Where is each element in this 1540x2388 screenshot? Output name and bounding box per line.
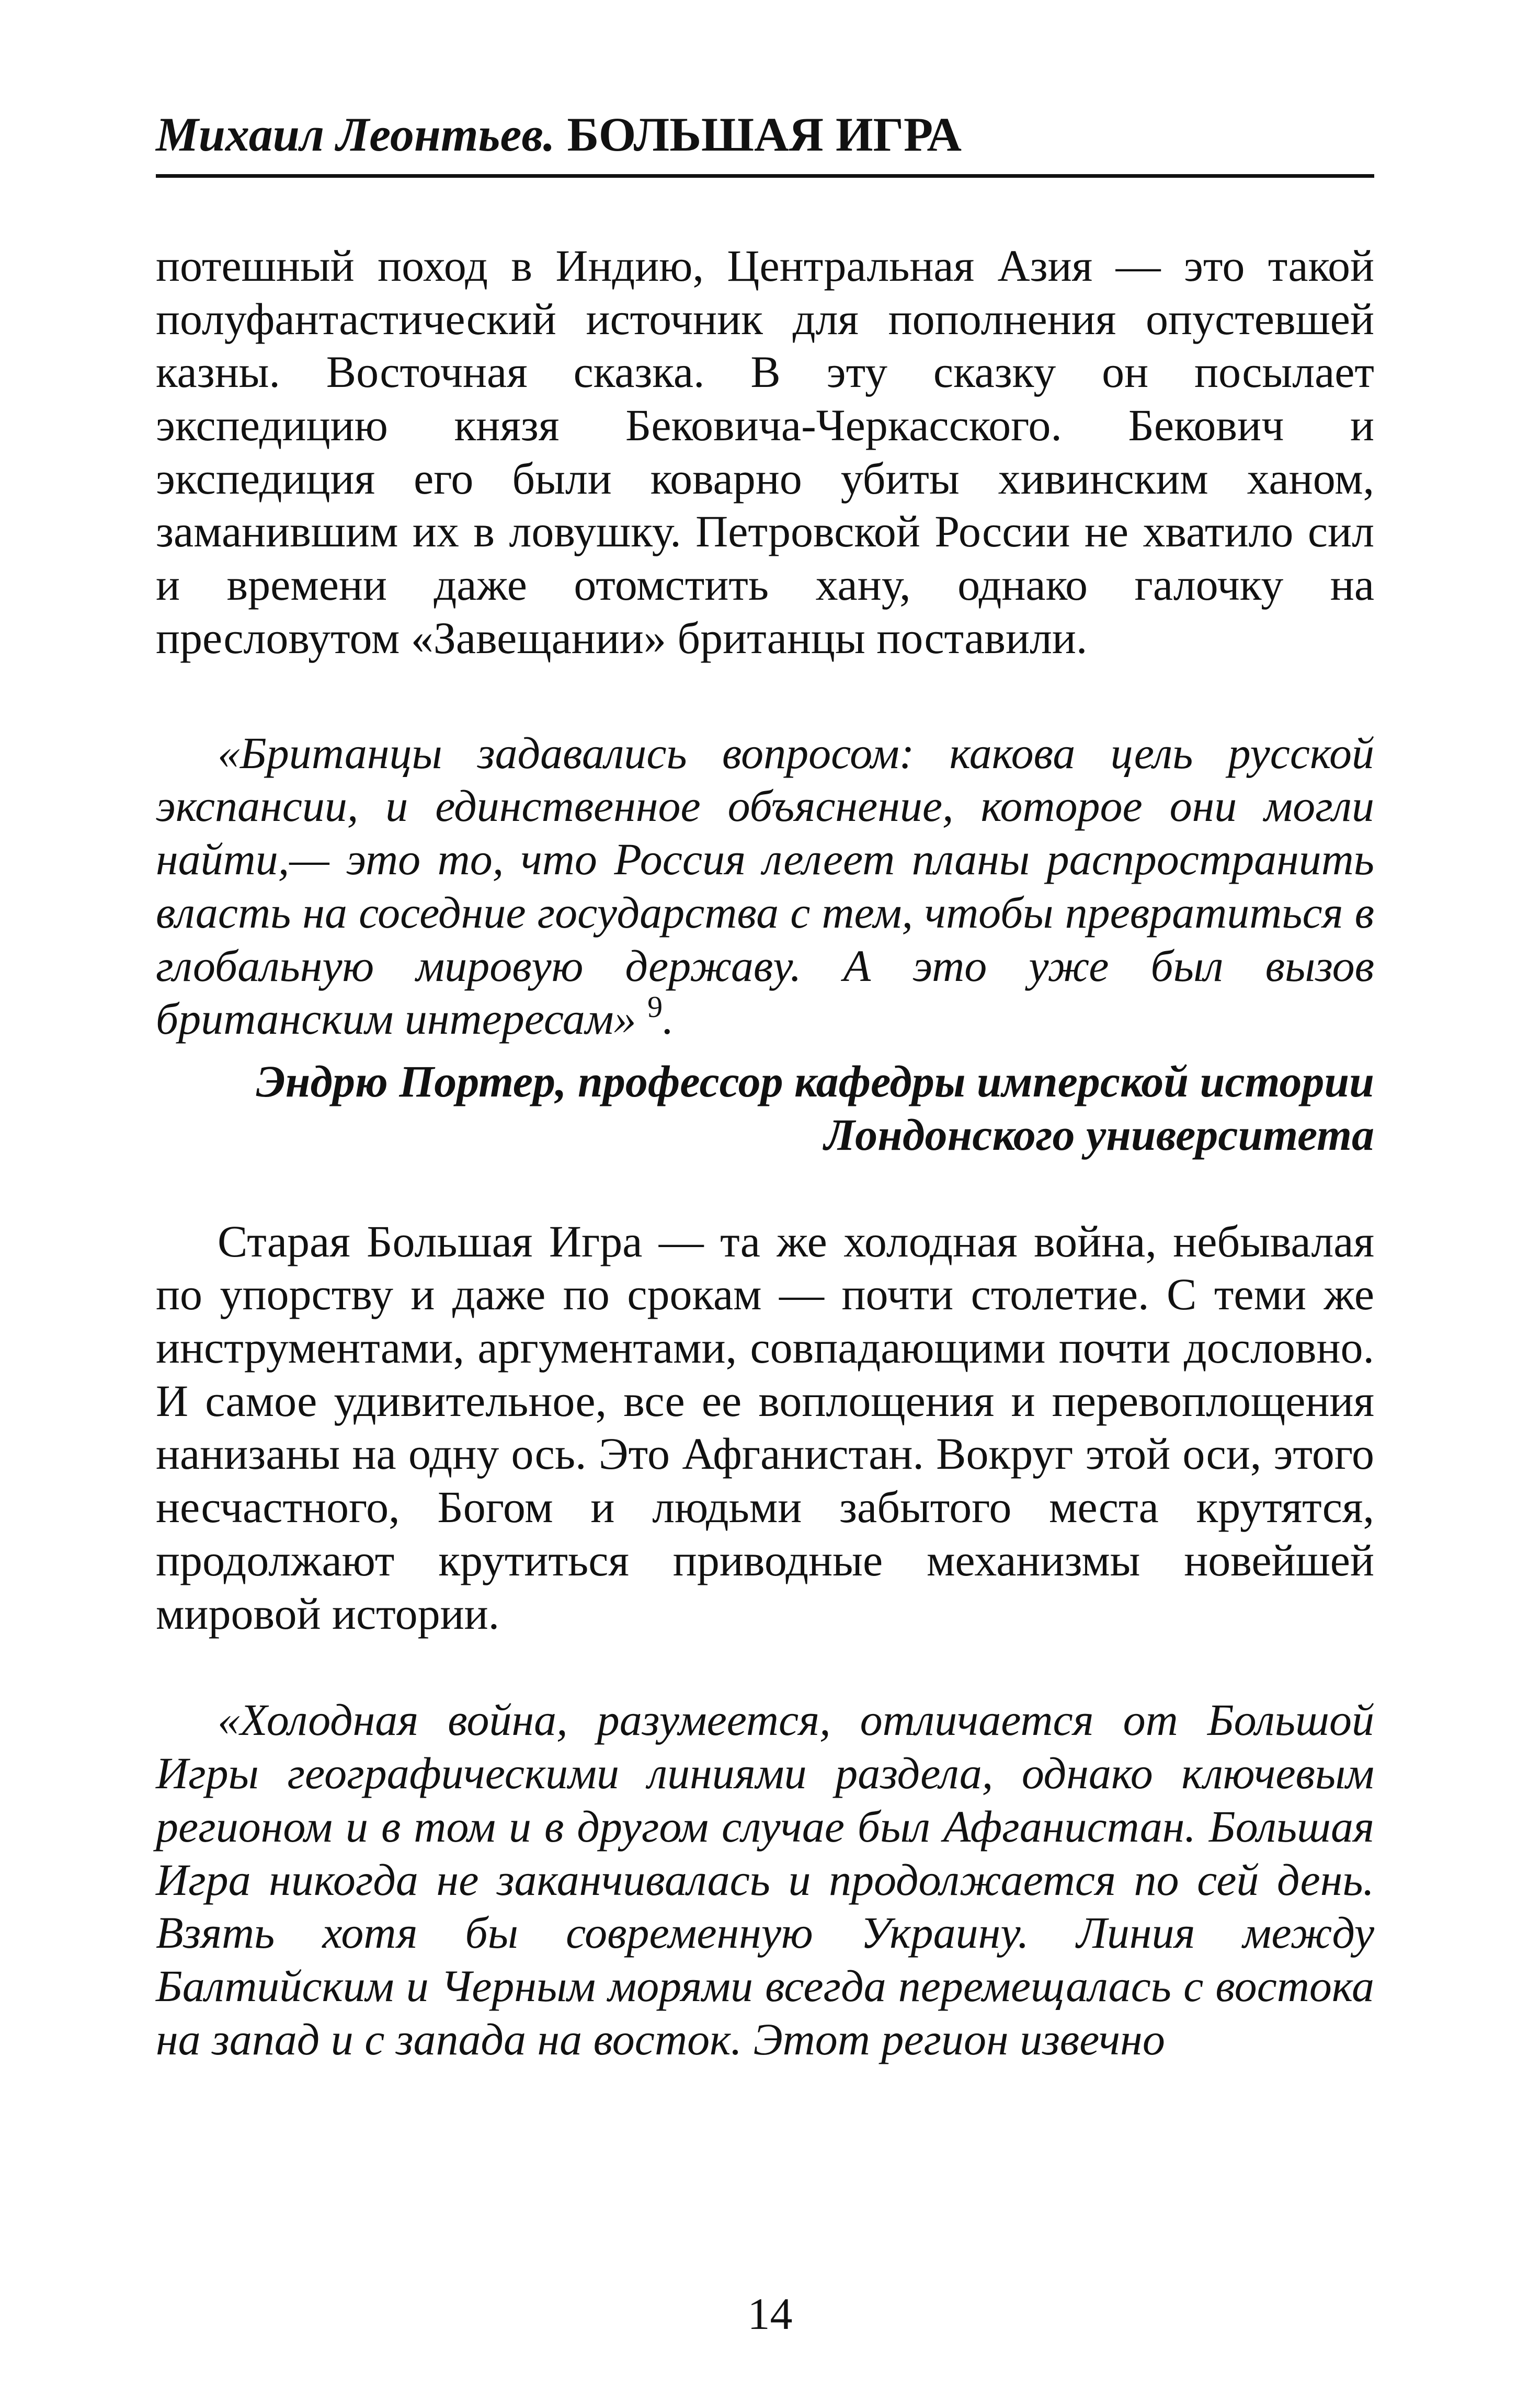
paragraph-1: потешный поход в Индию, Центральная Азия — это такой полуфантастический источник для пополнения опустевшей казны. Восточная сказка. В эту сказку он посылает экспедицию князя Бековича-Черкасского. Бекович и экспедиция его были коварно убиты хивинским ханом, заманившим их в ловушку. Петровской России не хватило сил и времени даже отомстить хану, однако галочку на пресловутом «Завещании» британцы поставили.: [156, 240, 1374, 663]
page-number: 14: [747, 2289, 793, 2339]
header-author: Михаил Леонтьев.: [156, 108, 555, 161]
attribution-line-1: Эндрю Портер, профессор кафедры имперской истории: [256, 1056, 1374, 1107]
running-header: [156, 107, 1374, 178]
quote-attribution: [156, 1055, 1374, 1161]
quote-1-end: .: [663, 993, 674, 1044]
footnote-marker: 9: [647, 990, 663, 1024]
spacer: [156, 665, 1374, 727]
header-title: БОЛЬШАЯ ИГРА: [567, 108, 962, 161]
spacer: [156, 1640, 1374, 1694]
paragraph-2: Старая Большая Игра — та же холодная война, небывалая по упорству и даже по срокам — почти столетие. С теми же инструментами, аргументами, совпадающими почти дословно. И самое удивительное, все ее воплощения и перевоплощения нанизаны на одну ось. Это Афганистан. Вокруг этой оси, этого несчастного, Богом и людьми забытого места крутятся, продолжают крутиться приводные механизмы новейшей мировой истории.: [156, 1216, 1374, 1639]
book-page: [156, 107, 1374, 2066]
quote-2: «Холодная война, разумеется, отличается от Большой Игры географическими линиями раздела, однако ключевым регионом и в том и в другом случае был Афганистан. Большая Игра никогда не заканчивалась и продолжается по сей день. Взять хотя бы современную Украину. Линия между Балтийским и Черным морями всегда перемещалась с востока на запад и с запада на восток. Этот регион извечно: [156, 1695, 1374, 2064]
quote-1: [156, 727, 1374, 1046]
attribution-line-2: Лондонского университета: [824, 1109, 1374, 1160]
quote-1-text: «Британцы задавались вопросом: какова цель русской экспансии, и единственное объяснение, которое они могли найти,— это то, что Россия лелеет планы распространить власть на соседние государства с тем, чтобы превратиться в глобальную мировую державу. А это уже был вызов британским интересам»: [156, 727, 1374, 1044]
spacer: [156, 1162, 1374, 1215]
